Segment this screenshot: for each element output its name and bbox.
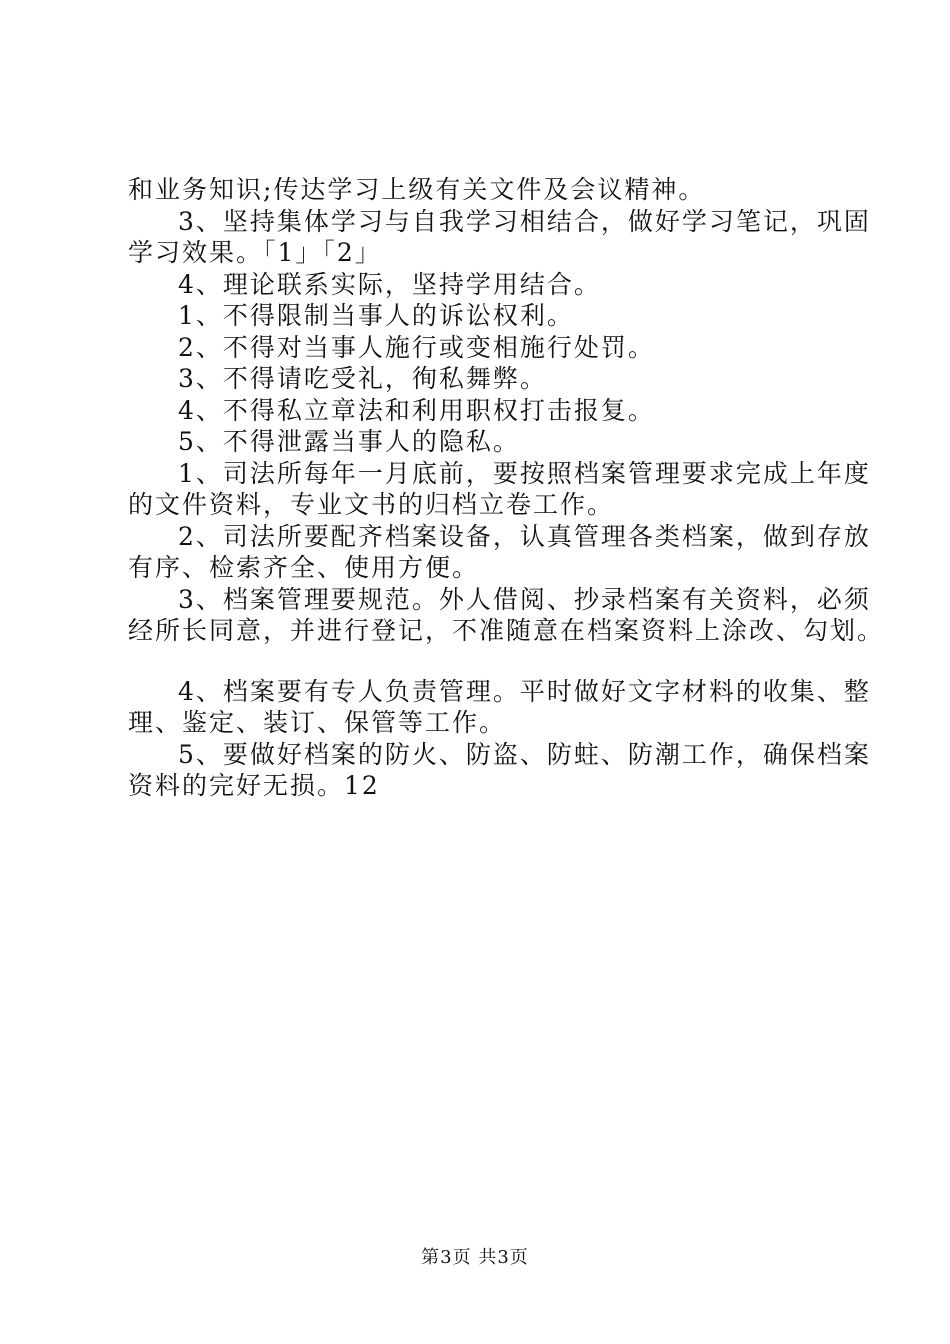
text-line: 理、鉴定、装订、保管等工作。: [128, 708, 507, 737]
text-line: 3、坚持集体学习与自我学习相结合，做好学习笔记，巩固: [178, 206, 871, 236]
text-line: 4、档案要有专人负责管理。平时做好文字材料的收集、整: [178, 676, 871, 706]
text-line: 的文件资料，专业文书的归档立卷工作。: [128, 490, 615, 519]
text-line: 资料的完好无损。12: [128, 771, 380, 800]
text-line: 3、不得请吃受礼，徇私舞弊。: [178, 364, 547, 393]
text-line: 1、司法所每年一月底前，要按照档案管理要求完成上年度: [178, 458, 871, 488]
document-body: [128, 174, 885, 802]
text-line: 5、要做好档案的防火、防盗、防蛀、防潮工作，确保档案: [178, 739, 871, 769]
page-footer: 第3页 共3页: [421, 1247, 529, 1268]
paragraph-spacer: [128, 647, 868, 676]
text-line: 3、档案管理要规范。外人借阅、抄录档案有关资料，必须: [178, 584, 871, 614]
text-line: 5、不得泄露当事人的隐私。: [178, 427, 520, 456]
text-line: 2、不得对当事人施行或变相施行处罚。: [178, 332, 655, 362]
text-line: 4、理论联系实际，坚持学用结合。: [178, 269, 601, 299]
text-line: 1、不得限制当事人的诉讼权利。: [178, 301, 574, 330]
text-line: 4、不得私立章法和利用职权打击报复。: [178, 395, 655, 425]
text-line: 学习效果。「1」「2」: [128, 238, 382, 267]
text-line: 和业务知识;传达学习上级有关文件及会议精神。: [128, 175, 706, 204]
text-line: 经所长同意，并进行登记，不准随意在档案资料上涂改、勾划。: [128, 616, 885, 645]
text-line: 2、司法所要配齐档案设备，认真管理各类档案，做到存放: [178, 521, 871, 551]
text-line: 有序、检索齐全、使用方便。: [128, 553, 480, 582]
